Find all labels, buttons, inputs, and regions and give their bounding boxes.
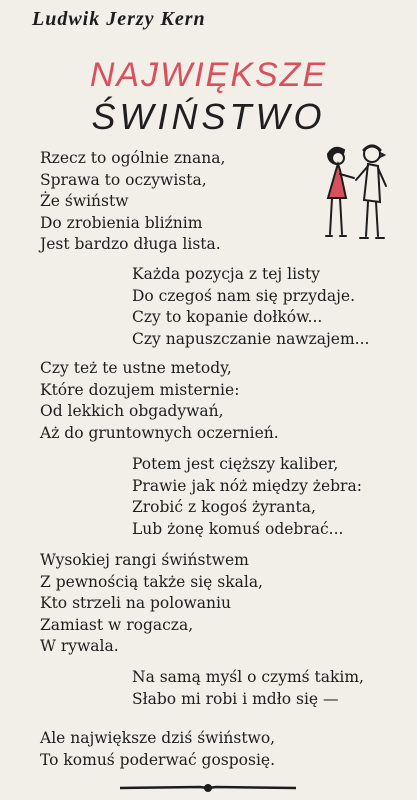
- poem-line: Na samą myśl o czymś takim,: [132, 668, 364, 686]
- stanza-7: [40, 728, 275, 771]
- poem-line: Zrobić z kogoś żyranta,: [132, 498, 316, 516]
- decorative-rule: [120, 781, 296, 795]
- couple-illustration: [320, 140, 400, 245]
- poem-line: Czy napuszczanie nawzajem...: [132, 329, 370, 348]
- poem-line: Kto strzeli na polowaniu: [40, 594, 231, 612]
- stanza-6: [132, 667, 364, 710]
- poem-line: Prawie jak nóż między żebra:: [132, 476, 362, 495]
- poem-line: Od lekkich obgadywań,: [40, 402, 224, 420]
- poem-line: Jest bardzo długa lista.: [40, 235, 221, 253]
- poem-line: Do czegoś nam się przydaje.: [132, 286, 356, 305]
- poem-line: Zamiast w rogacza,: [40, 615, 194, 634]
- stanza-1: [40, 148, 225, 256]
- author-name: Ludwik Jerzy Kern: [32, 8, 206, 30]
- poem-line: Sprawa to oczywista,: [40, 170, 207, 189]
- stanza-2: [132, 264, 369, 350]
- poem-line: Które dozujem misternie:: [40, 380, 240, 399]
- poem-line: W rywala.: [40, 637, 119, 655]
- poem-line: Rzecz to ogólnie znana,: [40, 149, 226, 167]
- poem-line: To komuś poderwać gosposię.: [40, 750, 276, 769]
- poem-line: Potem jest cięższy kaliber,: [132, 455, 339, 473]
- poem-title-line-2: ŚWIŃSTWO: [91, 96, 326, 137]
- poem-line: Wysokiej rangi świństwem: [40, 551, 249, 569]
- poem-line: Słabo mi robi i mdło się —: [132, 689, 339, 708]
- stanza-4: [132, 454, 362, 540]
- poem-line: Że świństw: [40, 192, 129, 210]
- stanza-3: [40, 358, 279, 444]
- stanza-5: [40, 550, 263, 658]
- poem-line: Czy też te ustne metody,: [40, 359, 232, 377]
- poem-line: Z pewnością także się skala,: [40, 572, 263, 591]
- poem-title-line-1: NAJWIĘKSZE: [89, 56, 328, 94]
- poem-line: Każda pozycja z tej listy: [132, 265, 320, 283]
- poem-line: Czy to kopanie dołków...: [132, 308, 323, 326]
- poem-line: Ale największe dziś świństwo,: [40, 729, 276, 747]
- poem-line: Do zrobienia bliźnim: [40, 213, 203, 232]
- poem-line: Lub żonę komuś odebrać...: [132, 519, 344, 538]
- poem-line: Aż do gruntownych oczernień.: [40, 423, 279, 442]
